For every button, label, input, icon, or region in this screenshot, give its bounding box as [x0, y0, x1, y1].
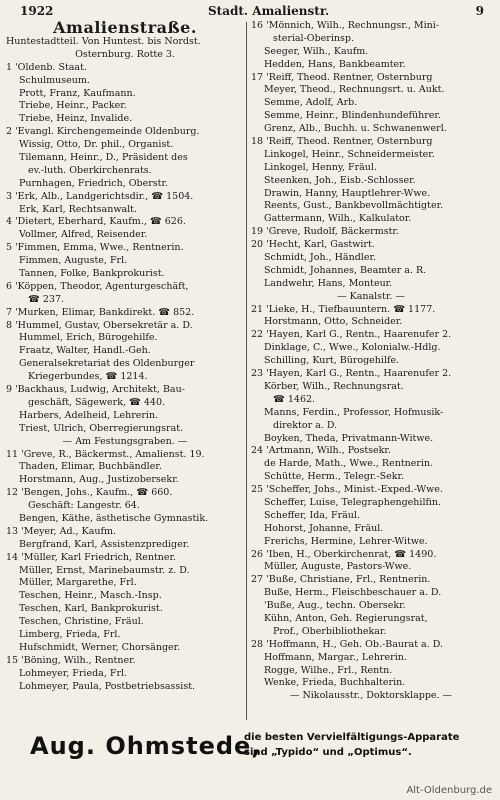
directory-entry: 19 'Greve, Rudolf, Bäckermstr. — [251, 226, 399, 238]
directory-entry: Limberg, Frieda, Frl. — [19, 628, 121, 640]
directory-entry: Grenz, Alb., Buchh. u. Schwanenwerl. — [264, 123, 447, 135]
directory-entry: 1 'Oldenb. Staat. — [6, 61, 87, 73]
section-heading: — Am Festungsgraben. — — [62, 435, 188, 447]
directory-entry: Boyken, Theda, Privatmann-Witwe. — [264, 432, 434, 444]
directory-entry: 17 'Reiff, Theod. Rentner, Osternburg — [251, 71, 433, 83]
directory-entry: 2 'Evangl. Kirchengemeinde Oldenburg. — [6, 126, 200, 138]
directory-entry: Teschen, Christine, Fräul. — [19, 616, 144, 628]
directory-entry: 22 'Hayen, Karl G., Rentn., Haarenufer 2. — [251, 329, 452, 341]
directory-entry: 28 'Hoffmann, H., Geh. Ob.-Baurat a. D. — [251, 638, 444, 650]
directory-entry: 23 'Hayen, Karl G., Rentn., Haarenufer 2. — [251, 368, 452, 380]
directory-entry: Wenke, Frieda, Buchhalterin. — [264, 677, 406, 689]
directory-entry: Scheffer, Luise, Telegraphengehilfin. — [264, 496, 441, 508]
right-column — [251, 20, 491, 703]
directory-entry: Lohmeyer, Frieda, Frl. — [19, 667, 128, 679]
directory-entry: sterial-Oberinsp. — [273, 32, 354, 44]
directory-entry: Hohorst, Johanne, Fräul. — [264, 522, 384, 534]
directory-entry: Scheffer, Ida, Fräul. — [264, 509, 360, 521]
directory-entry: Seeger, Wilh., Kaufm. — [264, 45, 369, 57]
directory-entry: 11 'Greve, R., Bäckermst., Amalienst. 19. — [6, 448, 205, 460]
directory-entry: Semme, Heinr., Blindenhundeführer. — [264, 110, 441, 122]
directory-entry: Geschäft: Langestr. 64. — [28, 500, 140, 512]
directory-entry: 15 'Böning, Wilh., Rentner. — [6, 654, 136, 666]
directory-entry: Frerichs, Hermine, Lehrer-Witwe. — [264, 535, 428, 547]
directory-entry: direktor a. D. — [273, 419, 338, 431]
section-heading: Osternburg. Rotte 3. — [75, 48, 175, 60]
directory-entry: ☎ 237. — [28, 293, 65, 305]
directory-entry: Horstmann, Otto, Schneider. — [264, 316, 403, 328]
directory-entry: 8 'Hummel, Gustav, Obersekretär a. D. — [6, 319, 193, 331]
directory-entry: Prof., Oberbibliothekar. — [273, 625, 387, 637]
directory-entry: Horstmann, Aug., Justizobersekr. — [19, 474, 179, 486]
directory-entry: Kriegerbundes, ☎ 1214. — [28, 371, 148, 383]
directory-entry: Erk, Karl, Rechtsanwalt. — [19, 203, 138, 215]
header-page-number: 9 — [475, 4, 484, 18]
directory-entry: 12 'Bengen, Johs., Kaufm., ☎ 660. — [6, 487, 173, 499]
directory-entry: Semme, Adolf, Arb. — [264, 97, 358, 109]
watermark: Alt-Oldenburg.de — [406, 785, 492, 796]
directory-entry: Schmidt, Johannes, Beamter a. R. — [264, 264, 427, 276]
directory-entry: 20 'Hecht, Karl, Gastwirt. — [251, 239, 375, 251]
directory-entry: Linkogel, Henny, Fräul. — [264, 161, 377, 173]
street-title: Amalienstraße. — [53, 20, 197, 37]
directory-entry: 13 'Meyer, Ad., Kaufm. — [6, 525, 117, 537]
directory-entry: Schmidt, Joh., Händler. — [264, 252, 376, 264]
directory-entry: Generalsekretariat des Oldenburger — [19, 358, 195, 370]
directory-entry: Hummel, Erich, Bürogehilfe. — [19, 332, 158, 344]
directory-entry: Landwehr, Hans, Monteur. — [264, 277, 393, 289]
directory-entry: Reents, Gust., Bankbevollmächtigter. — [264, 200, 444, 212]
directory-entry: 26 'Iben, H., Oberkirchenrat, ☎ 1490. — [251, 548, 437, 560]
directory-entry: Prott, Franz, Kaufmann. — [19, 87, 136, 99]
directory-entry: Schulmuseum. — [19, 74, 90, 86]
directory-entry: Körber, Wilh., Rechnungsrat. — [264, 380, 404, 392]
directory-entry: Vollmer, Alfred, Reisender. — [19, 229, 148, 241]
column-divider — [246, 22, 247, 720]
ad-slogan-line-1: die besten Vervielfältigungs-Apparate — [244, 732, 460, 743]
directory-entry: 16 'Mönnich, Wilh., Rechnungsr., Mini- — [251, 20, 439, 31]
directory-entry: 7 'Murken, Elimar, Bankdirekt. ☎ 852. — [6, 306, 195, 318]
directory-entry: Tannen, Folke, Bankprokurist. — [19, 268, 165, 280]
directory-entry: Rogge, Wilhe., Frl., Rentn. — [264, 664, 393, 676]
page-header — [8, 4, 488, 20]
directory-entry: 6 'Köppen, Theodor, Agenturgeschäft, — [6, 280, 189, 292]
directory-entry: de Harde, Math., Wwe., Rentnerin. — [264, 458, 434, 470]
directory-entry: 4 'Dietert, Eberhard, Kaufm., ☎ 626. — [6, 216, 186, 228]
directory-entry: 14 'Müller, Karl Friedrich, Rentner. — [6, 551, 177, 563]
directory-entry: 5 'Fimmen, Emma, Wwe., Rentnerin. — [6, 242, 184, 254]
directory-entry: Harbers, Adelheid, Lehrerin. — [19, 409, 159, 421]
directory-entry: 27 'Buße, Christiane, Frl., Rentnerin. — [251, 574, 431, 586]
directory-entry: Hoffmann, Margar., Lehrerin. — [264, 651, 407, 663]
directory-entry: Fimmen, Auguste, Frl. — [19, 255, 128, 267]
directory-entry: Schilling, Kurt, Bürogehilfe. — [264, 355, 400, 367]
left-column — [6, 20, 244, 693]
header-street: Stadt. Amalienstr. — [208, 4, 330, 18]
directory-entry: Hufschmidt, Werner, Chorsänger. — [19, 641, 181, 653]
ad-company-name: Aug. Ohmstede, — [30, 732, 262, 760]
section-heading: — Nikolausstr., Doktorsklappe. — — [289, 690, 453, 702]
directory-entry: Dinklage, C., Wwe., Kolonialw.-Hdlg. — [264, 342, 441, 354]
directory-entry: Bengen, Käthe, ästhetische Gymnastik. — [19, 512, 209, 524]
directory-entry: Thaden, Elimar, Buchbändler. — [19, 461, 162, 473]
directory-entry: Lohmeyer, Paula, Postbetriebsassist. — [19, 680, 196, 692]
directory-entry: Müller, Auguste, Pastors-Wwe. — [264, 561, 412, 573]
directory-entry: Teschen, Karl, Bankprokurist. — [19, 603, 163, 615]
advertisement — [8, 726, 488, 782]
directory-entry: Buße, Herm., Fleischbeschauer a. D. — [264, 587, 442, 599]
directory-entry: Triebe, Heinr., Packer. — [19, 100, 127, 112]
directory-entry: Steenken, Joh., Eisb.-Schlosser. — [264, 174, 416, 186]
directory-entry: Drawin, Hanny, Hauptlehrer-Wwe. — [264, 187, 431, 199]
directory-entry: Teschen, Heinr., Masch.-Insp. — [19, 590, 162, 602]
section-heading: — Kanalstr. — — [337, 290, 405, 302]
directory-entry: Huntestadtteil. Von Huntest. bis Nordst. — [6, 36, 201, 47]
directory-entry: 3 'Erk, Alb., Landgerichtsdir., ☎ 1504. — [6, 190, 194, 202]
directory-entry: 'Buße, Aug., techn. Obersekr. — [264, 600, 406, 612]
header-year: 1922 — [20, 4, 54, 18]
directory-entry: 24 'Artmann, Wilh., Postsekr. — [251, 445, 391, 457]
directory-entry: Fraatz, Walter, Handl.-Geh. — [19, 345, 151, 357]
directory-entry: Triest, Ulrich, Oberregierungsrat. — [19, 422, 184, 434]
directory-entry: Purnhagen, Friedrich, Oberstr. — [19, 177, 168, 189]
directory-entry: ☎ 1462. — [273, 393, 316, 405]
directory-entry: 18 'Reiff, Theod. Rentner, Osternburg — [251, 136, 433, 148]
directory-entry: Schütte, Herm., Telegr.-Sekr. — [264, 471, 404, 483]
directory-entry: Triebe, Heinz, Invalide. — [19, 113, 133, 125]
directory-entry: geschäft, Sägewerk, ☎ 440. — [28, 396, 166, 408]
directory-entry: 21 'Lieke, H., Tiefbauuntern. ☎ 1177. — [251, 303, 436, 315]
directory-entry: Hedden, Hans, Bankbeamter. — [264, 58, 406, 70]
directory-entry: Wissig, Otto, Dr. phil., Organist. — [19, 139, 174, 151]
directory-entry: ev.-luth. Oberkirchenrats. — [28, 164, 152, 176]
directory-entry: Müller, Ernst, Marinebaumstr. z. D. — [19, 564, 190, 576]
directory-entry: Tilemann, Heinr., D., Präsident des — [19, 152, 188, 164]
directory-entry: 9 'Backhaus, Ludwig, Architekt, Bau- — [6, 384, 185, 396]
directory-entry: 25 'Scheffer, Johs., Minist.-Exped.-Wwe. — [251, 484, 443, 496]
directory-entry: Gattermann, Wilh., Kalkulator. — [264, 213, 412, 225]
directory-entry: Meyer, Theod., Rechnungsrt. u. Aukt. — [264, 84, 445, 96]
ad-slogan-line-2: sind „Typido“ und „Optimus“. — [244, 747, 412, 758]
directory-entry: Manns, Ferdin., Professor, Hofmusik- — [264, 406, 444, 418]
directory-entry: Linkogel, Heinr., Schneidermeister. — [264, 148, 435, 160]
directory-entry: Kühn, Anton, Geh. Regierungsrat, — [264, 612, 428, 624]
directory-entry: Bergfrand, Karl, Assistenzprediger. — [19, 538, 190, 550]
directory-entry: Müller, Margarethe, Frl. — [19, 577, 137, 589]
